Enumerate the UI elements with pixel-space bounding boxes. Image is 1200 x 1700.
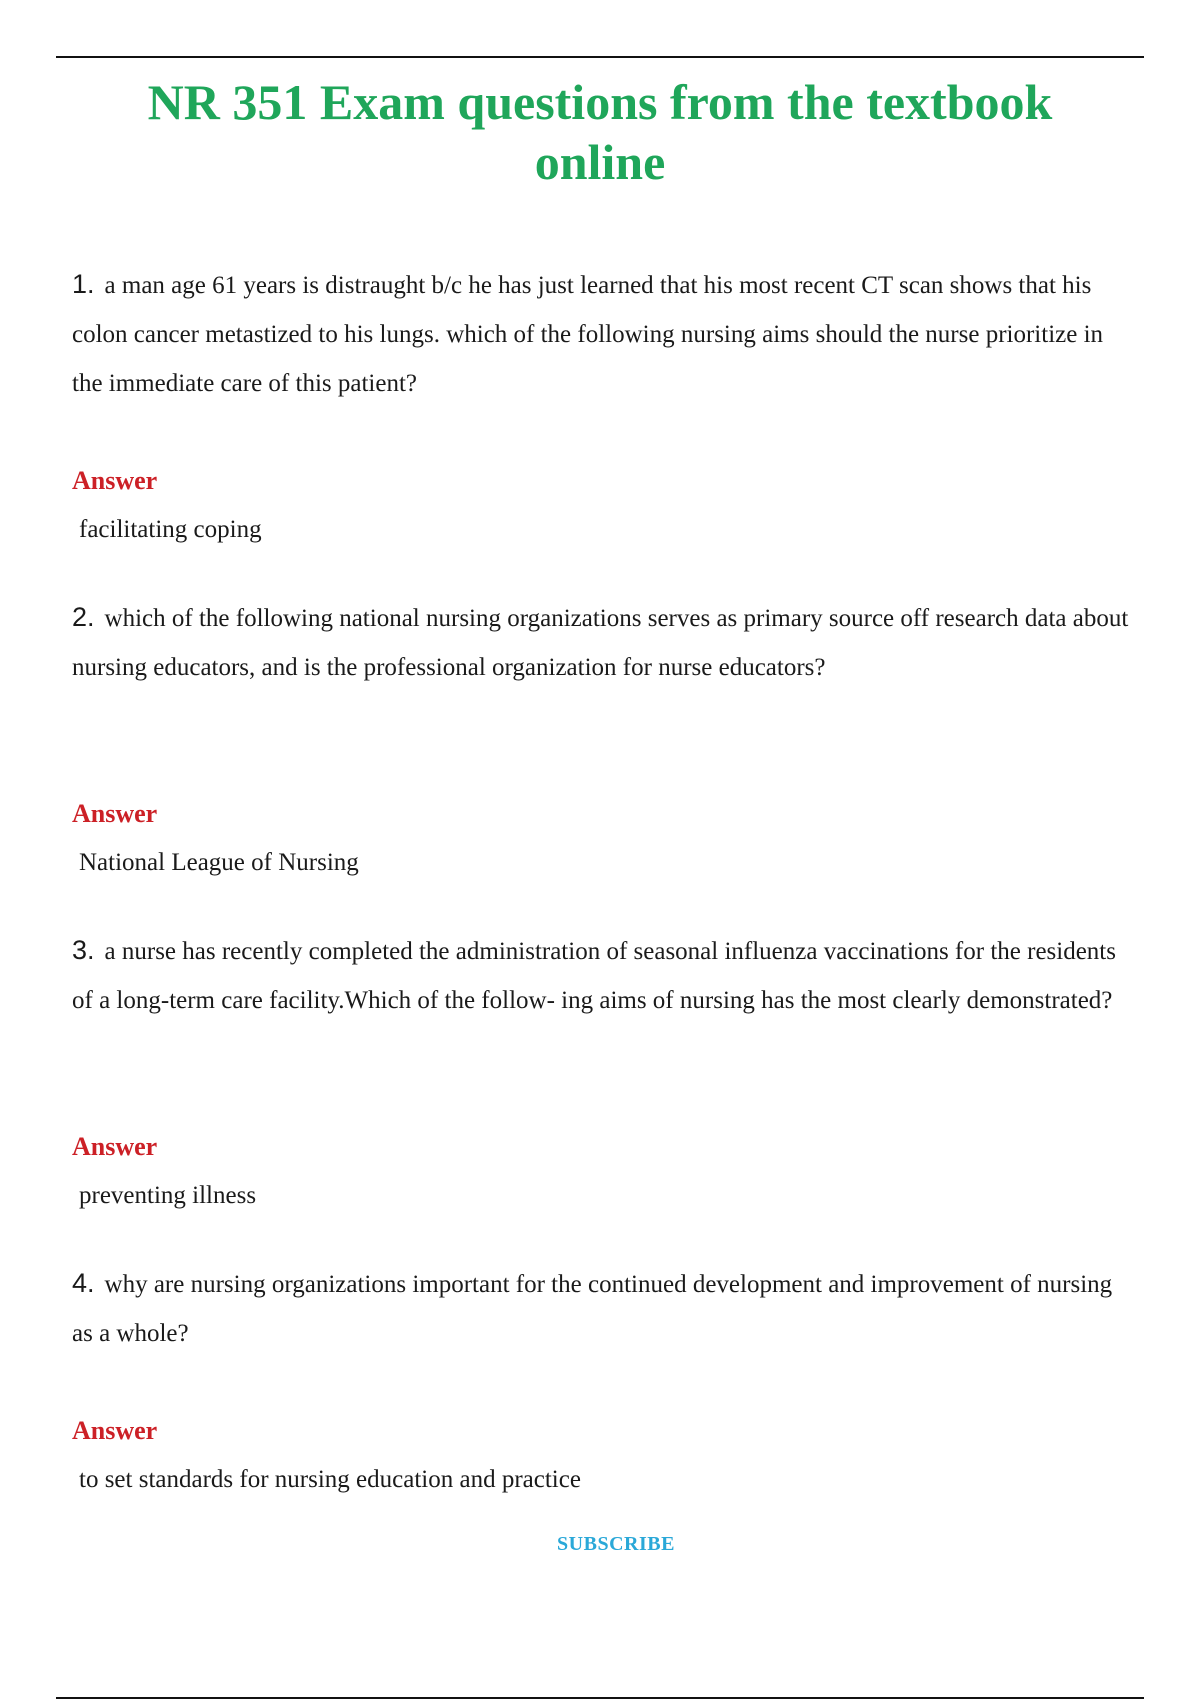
- question-text: a nurse has recently completed the administration of seasonal influenza vaccinations for the residents of a long-term care facility.Which of the follow- ing aims of nursing has the most clearly demonstrated?: [72, 938, 1116, 1014]
- question-number: 1.: [72, 269, 95, 299]
- answer-label: Answer: [72, 1416, 158, 1445]
- answer-text: preventing illness: [79, 1182, 257, 1209]
- page-title: NR 351 Exam questions from the textbook online: [147, 74, 1053, 190]
- bottom-rule: [56, 1697, 1144, 1699]
- answer-text: National League of Nursing: [79, 849, 359, 876]
- question-text: a man age 61 years is distraught b/c he has just learned that his most recent CT scan shows that his colon cancer metastized to his lungs. which of the following nursing aims should the nurse prioritize in the immediate care of this patient?: [72, 272, 1104, 397]
- question-text: which of the following national nursing organizations serves as primary source off research data about nursing educators, and is the professional organization for nurse educators?: [72, 605, 1129, 681]
- question-1: [72, 260, 1136, 408]
- question-number: 4.: [72, 1268, 95, 1298]
- answer-label: Answer: [72, 1132, 158, 1161]
- answer-label: Answer: [72, 466, 158, 495]
- qa-item-1: [72, 260, 1136, 543]
- answer-text: to set standards for nursing education and practice: [79, 1466, 581, 1493]
- subscribe-link[interactable]: SUBSCRIBE: [557, 1533, 675, 1555]
- question-3: [72, 926, 1136, 1025]
- top-rule: [56, 56, 1144, 58]
- qa-item-3: [72, 926, 1136, 1209]
- answer-text: facilitating coping: [79, 516, 262, 543]
- question-number: 2.: [72, 602, 95, 632]
- qa-item-4: [72, 1259, 1136, 1493]
- question-text: why are nursing organizations important for the continued development and improvement of nursing as a whole?: [72, 1271, 1113, 1347]
- question-number: 3.: [72, 935, 95, 965]
- question-2: [72, 593, 1136, 692]
- question-4: [72, 1259, 1136, 1358]
- answer-label: Answer: [72, 799, 158, 828]
- qa-item-2: [72, 593, 1136, 876]
